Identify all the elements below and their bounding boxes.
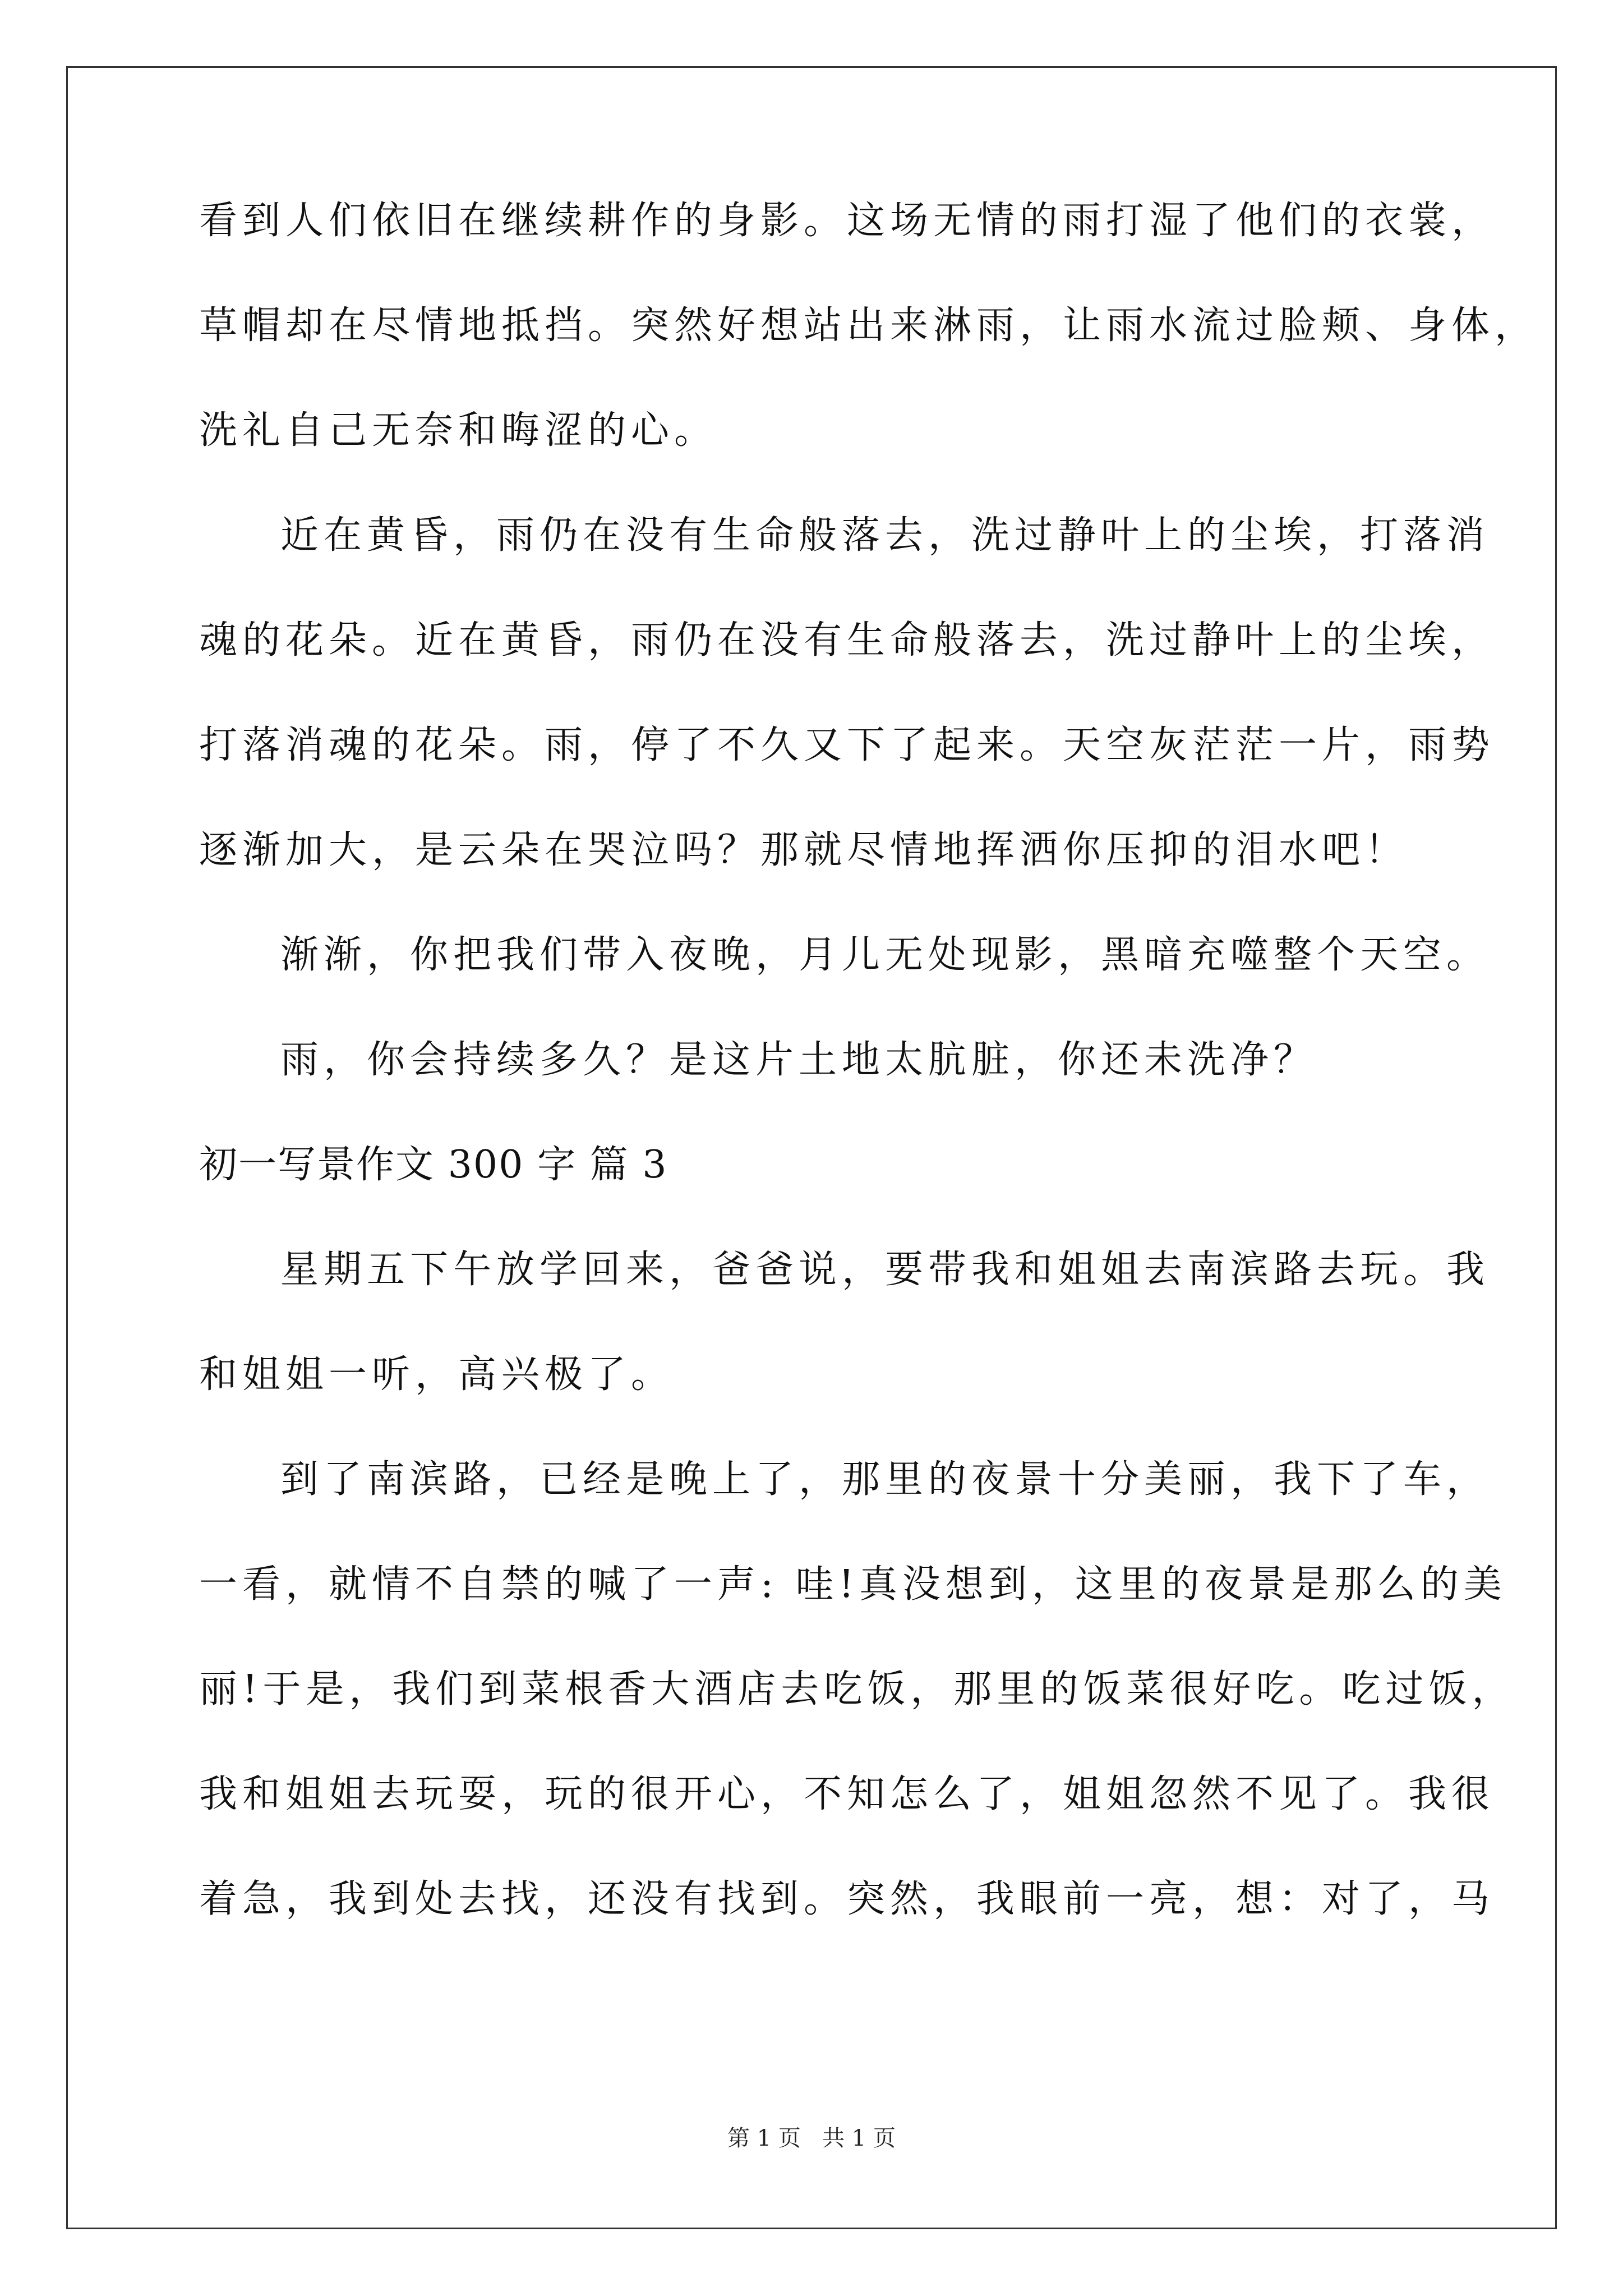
text-line: 渐渐，你把我们带入夜晚，月儿无处现影，黑暗充噬整个天空。 — [280, 933, 1490, 977]
text-line: 打落消魂的花朵。雨，停了不久又下了起来。天空灰茫茫一片，雨势 — [199, 723, 1495, 767]
text-line: 星期五下午放学回来，爸爸说，要带我和姐姐去南滨路去玩。我 — [280, 1248, 1490, 1292]
text-line: 丽!于是，我们到菜根香大酒店去吃饭，那里的饭菜很好吃。吃过饭， — [199, 1667, 1515, 1711]
text-line: 着急，我到处去找，还没有找到。突然，我眼前一亮，想：对了，马 — [199, 1877, 1495, 1921]
text-line: 和姐姐一听，高兴极了。 — [199, 1352, 675, 1397]
text-line: 逐渐加大，是云朵在哭泣吗？那就尽情地挥洒你压抑的泪水吧！ — [199, 828, 1409, 872]
text-line: 雨，你会持续多久？是这片土地太肮脏，你还未洗净？ — [280, 1038, 1317, 1082]
page-number-footer: 第 1 页 共 1 页 — [727, 2125, 896, 2151]
text-line: 一看，就情不自禁的喊了一声: 哇!真没想到，这里的夜景是那么的美 — [199, 1562, 1507, 1607]
text-line: 草帽却在尽情地抵挡。突然好想站出来淋雨，让雨水流过脸颊、身体， — [199, 303, 1538, 348]
section-heading: 初一写景作文 300 字 篇 3 — [199, 1143, 668, 1187]
text-line: 魂的花朵。近在黄昏，雨仍在没有生命般落去，洗过静叶上的尘埃， — [199, 618, 1495, 662]
text-line: 我和姐姐去玩耍，玩的很开心，不知怎么了，姐姐忽然不见了。我很 — [199, 1772, 1495, 1816]
text-line: 看到人们依旧在继续耕作的身影。这场无情的雨打湿了他们的衣裳， — [199, 199, 1495, 243]
text-line: 近在黄昏，雨仍在没有生命般落去，洗过静叶上的尘埃，打落消 — [280, 513, 1490, 558]
text-line: 洗礼自己无奈和晦涩的心。 — [199, 408, 718, 453]
text-line: 到了南滨路，已经是晚上了，那里的夜景十分美丽，我下了车， — [280, 1457, 1490, 1502]
